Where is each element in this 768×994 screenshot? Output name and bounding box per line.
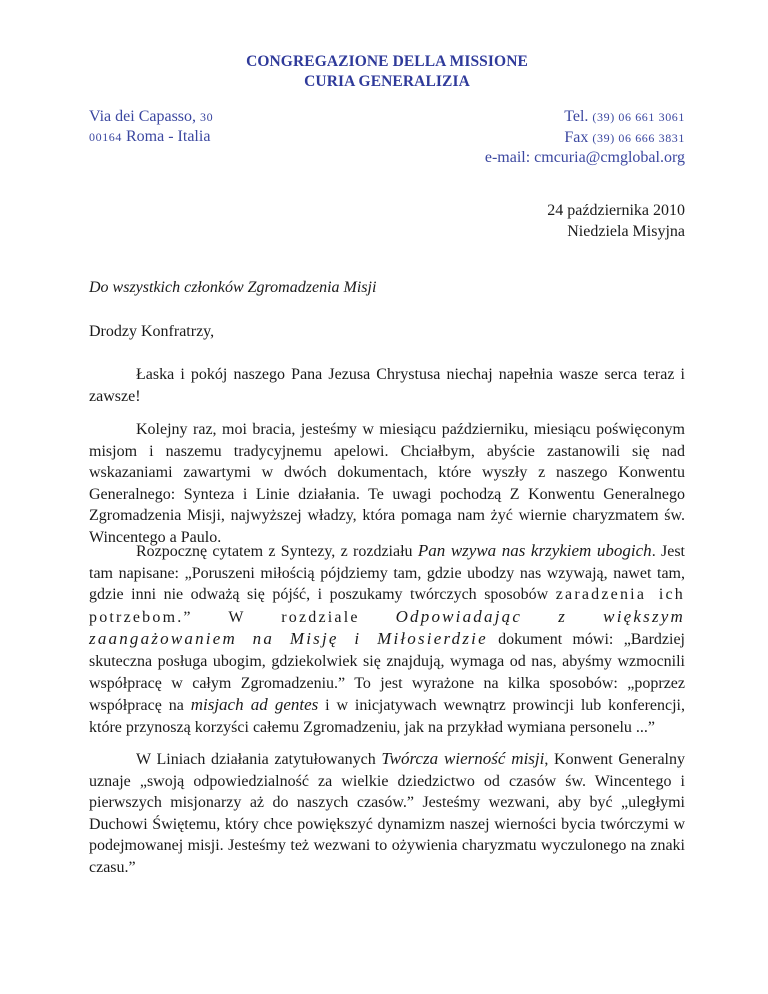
postal-code: 00164 (89, 130, 122, 144)
postal-address (89, 107, 213, 147)
occasion: Niedziela Misyjna (567, 223, 685, 240)
text-run: . Jest tam napisane: „Poruszeni miłością pójdziemy tam, gdzie ubodzy nas wzywają, nawet tam, gdzie inni nie odważą się pójść, i poszukamy twórczych sposobów (89, 543, 686, 604)
letter-date: 24 października 2010 (547, 202, 685, 219)
org-subtitle: CURIA GENERALIZIA (304, 73, 470, 90)
italic-chapter-title: Odpowiadając z większym zaangażowaniem na Misję i Miłosierdzie (89, 606, 685, 649)
paragraph-blessing: Łaska i pokój naszego Pana Jezusa Chrystusa niechaj napełnia wasze serca teraz i zawsze! (89, 366, 685, 405)
contact-info (485, 107, 685, 169)
italic-chapter-title: Twórcza wierność misji (381, 749, 545, 768)
text-run-spaced: zaradzenia ich potrzebom.” W rozdziale (89, 586, 686, 626)
street-line (89, 107, 213, 127)
paragraph-introduction: Kolejny raz, moi bracia, jesteśmy w miesiącu październiku, miesiącu poświęconym misjom i naszemu tradycyjnemu apelowi. Chciałbym, abyście zastanowili się nad wskazaniami zawartymi w dwóch dokumentach, które wyszły z naszego Konwentu Generalnego: Synteza i Linie działania. Te uwagi pochodzą Z Konwentu Generalnego Zgromadzenia Misji, najwyższej władzy, która pomaga nam żyć wiernie charyzmatem św. Wincentego a Paulo. (89, 421, 685, 546)
country: Italia (177, 128, 211, 145)
italic-chapter-title: Pan wzywa nas krzykiem ubogich (417, 541, 652, 560)
city: Roma (126, 128, 165, 145)
fax-number: (39) 06 666 3831 (592, 130, 685, 145)
email-label: e-mail: (484, 149, 531, 166)
tel-label: Tel. (564, 108, 589, 125)
fax-label: Fax (564, 128, 589, 146)
paragraph-synthesis-quote (89, 540, 685, 738)
letterhead-title (89, 52, 685, 92)
text-run: i w inicjatywach wewnątrz prowincji lub konferencji, które przynoszą korzyści całemu Zgromadzeniu, jak na przykład wymiana personelu ...” (89, 697, 685, 736)
text-run: dokument mówi: „Bardziej skuteczna posługa ubogim, gdziekolwiek się znajdują, wymaga od nas, abyśmy wzmocnili współpracę w całym Zgromadzeniu.” To jest wyrażone na kilka sposobów: „poprzez współpracę na (89, 631, 685, 715)
paragraph-lines-of-action (89, 748, 685, 879)
date-block (547, 200, 685, 242)
greeting: Drodzy Konfratrzy, (89, 323, 215, 340)
italic-phrase: misjach ad gentes (190, 695, 319, 715)
street-number: 30 (200, 110, 214, 124)
text-run: , Konwent Generalny uznaje „swoją odpowiedzialność za wielkie dziedzictwo od czasów św. Wincentego i pierwszych misjonarzy aż do naszych czasów.” Jesteśmy wezwani, aby być „uległymi Duchowi Świętemu, który chce powiększyć dynamizm naszej wierności bycia twórczymi w podejmowanej misji. Jesteśmy też wezwani to ożywienia charyzmatu wyczulonego na znaki czasu.” (89, 751, 686, 876)
org-name: CONGREGAZIONE DELLA MISSIONE (246, 53, 528, 70)
tel-line (485, 107, 685, 128)
fax-line (485, 128, 685, 149)
separator: - (168, 128, 174, 145)
email-line (485, 148, 685, 169)
street-name: Via dei Capasso, (89, 108, 197, 125)
text-run: Rozpocznę cytatem z Syntezy, z rozdziału (136, 543, 418, 560)
text-run: W Liniach działania zatytułowanych (136, 751, 382, 768)
tel-number: (39) 06 661 3061 (592, 110, 685, 124)
addressee: Do wszystkich członków Zgromadzenia Misji (89, 279, 377, 296)
city-line (89, 127, 213, 147)
email-address[interactable]: cmcuria@cmglobal.org (534, 149, 685, 166)
